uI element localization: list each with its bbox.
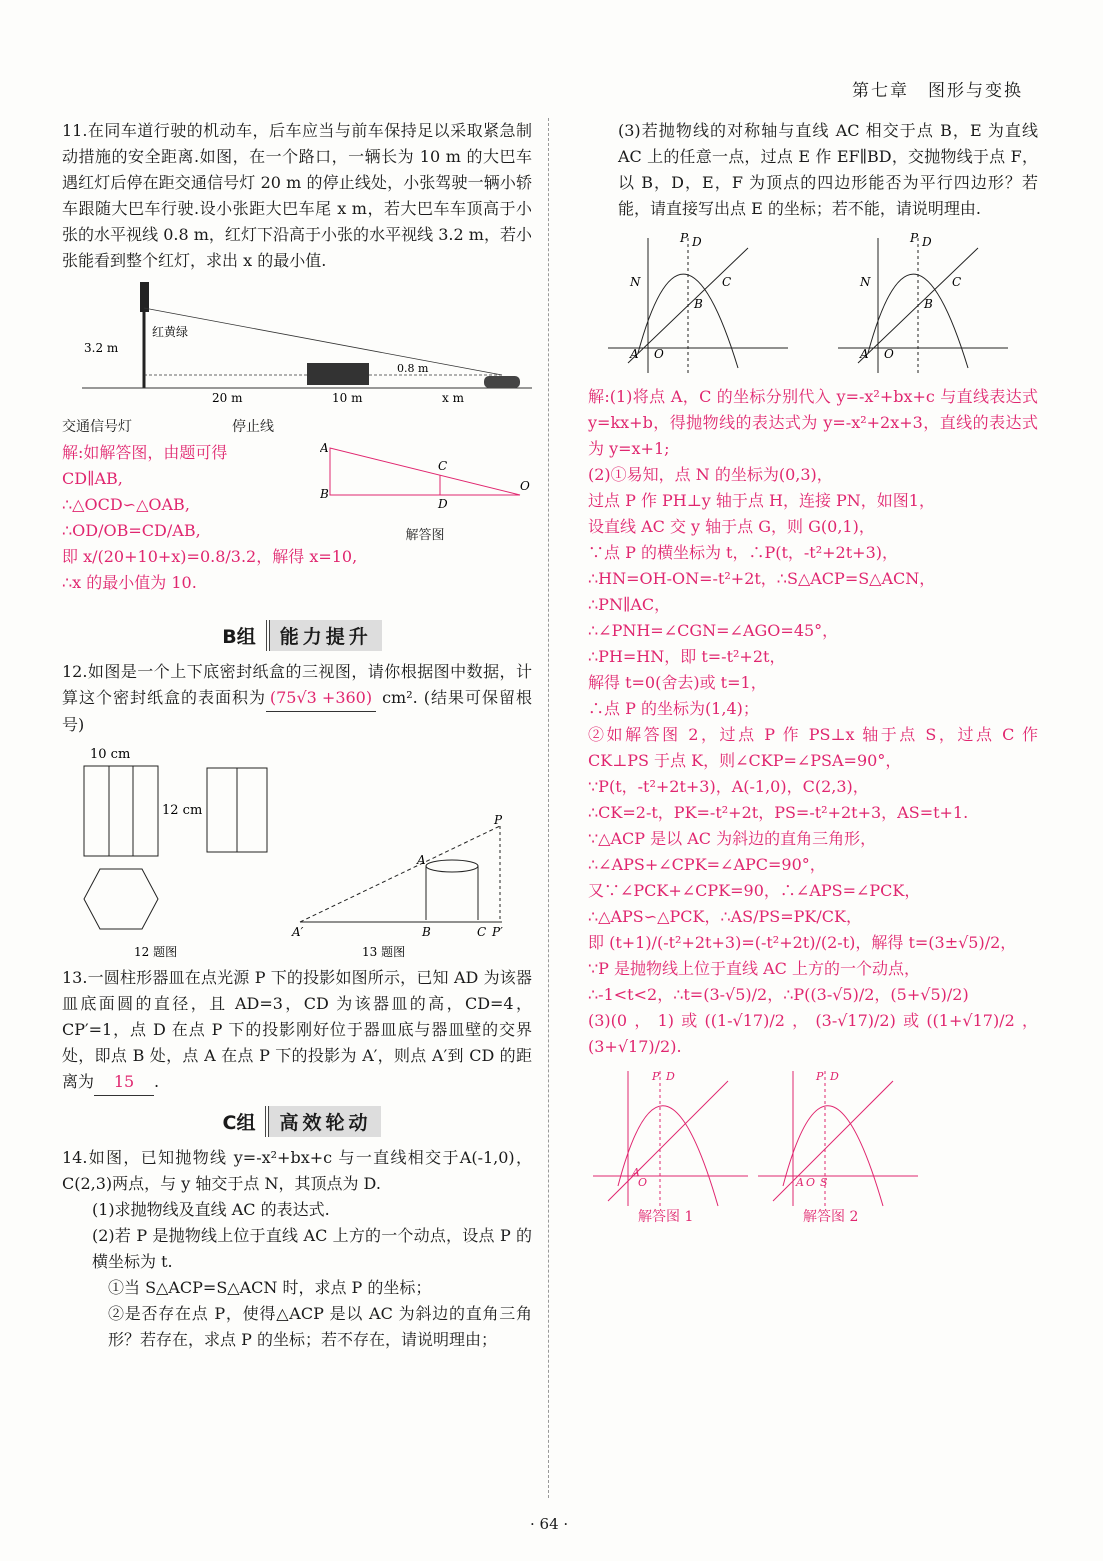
- q14-sol-16: 又∵∠PCK+∠CPK=90，∴∠APS=∠PCK，: [588, 881, 921, 900]
- d08-label: 0.8 m: [397, 362, 429, 375]
- svg-text:B: B: [924, 297, 933, 311]
- q11-sol-4: 即 x/(20+10+x)=0.8/3.2，解得 x=10,: [62, 547, 358, 566]
- q11-answer-figure: [320, 440, 530, 543]
- d10-label: 10 m: [332, 391, 363, 405]
- q14-sol-1: (2)①易知，点 N 的坐标为(0,3)，: [588, 465, 833, 484]
- svg-text:D: D: [666, 1070, 675, 1083]
- q11-sol-5: ∴x 的最小值为 10.: [62, 573, 197, 592]
- page-number: · 64 ·: [530, 1515, 569, 1533]
- q14-sol-21: (3)(0，1)或((1-√17)/2，(3-√17)/2)或((1+√17)/2，(3+√17)/2).: [588, 1011, 1038, 1056]
- q11-sol-2: ∴△OCD∽△OAB,: [62, 495, 190, 514]
- dim-10cm: 10 cm: [90, 747, 131, 762]
- svg-text:S: S: [820, 1176, 828, 1189]
- q12-text: [62, 659, 532, 738]
- svg-text:O: O: [806, 1176, 816, 1189]
- column-divider: [548, 118, 549, 1498]
- q14-sol-9: 解得 t=0(舍去)或 t=1，: [588, 673, 767, 692]
- q14-answer-figures: [588, 1066, 1038, 1226]
- q14-sol-7: ∴∠PNH=∠CGN=∠AGO=45°，: [588, 621, 839, 640]
- q14-sol-0: 解:(1)将点 A，C 的坐标分别代入 y=-x²+bx+c 与直线表达式 y=kx+b，得抛物线的表达式为 y=-x²+2x+3，直线的表达式为 y=x+1;: [588, 387, 1038, 458]
- q11-text: 11.在同车道行驶的机动车，后车应当与前车保持足以采取紧急制动措施的安全距离.如图，在一个路口，一辆长为 10 m 的大巴车遇红灯后停在距交通信号灯 20 m 的停止线处，小张驾驶一辆小轿车跟随大巴车行驶.设小张距大巴车尾 x m，若大巴车车顶高于小张的水平视线 0.8 m，红灯下沿高于小张的水平视线 3.2 m，若小张能看到整个红灯，求出 x 的最小值.: [62, 121, 532, 270]
- svg-text:C: C: [438, 459, 448, 473]
- group-c-label: C组: [213, 1106, 270, 1137]
- svg-text:P: P: [652, 1070, 660, 1083]
- svg-text:O: O: [884, 347, 894, 361]
- answer-caption-2: 解答图 2: [803, 1209, 859, 1225]
- right-column: [588, 118, 1038, 1232]
- q14-sol-2: 过点 P 作 PH⊥y 轴于点 H，连接 PN，如图1，: [588, 491, 935, 510]
- q14-figures: [588, 228, 1038, 378]
- group-c-title: 高效轮动: [269, 1106, 381, 1137]
- q14-sol-3: 设直线 AC 交 y 轴于点 G，则 G(0,1)，: [588, 517, 875, 536]
- q14-sol-5: ∴HN=OH-ON=-t²+2t，∴S△ACP=S△ACN，: [588, 569, 936, 588]
- answer-caption-1: 解答图 1: [638, 1209, 694, 1225]
- q14-sol-11: ②如解答图 2，过点 P 作 PS⊥x 轴于点 S，过点 C 作 CK⊥PS 于点 K，则∠CKP=∠PSA=90°，: [588, 725, 1038, 770]
- svg-text:A: A: [320, 441, 329, 455]
- q14-sol-14: ∵△ACP 是以 AC 为斜边的直角三角形，: [588, 829, 877, 848]
- q12-q13-figures: [62, 744, 532, 959]
- svg-text:D: D: [692, 235, 702, 249]
- q14-sol-8: ∴PH=HN，即 t=-t²+2t，: [588, 647, 786, 666]
- q14-sol-6: ∴PN∥AC，: [588, 595, 671, 614]
- svg-text:O: O: [654, 347, 664, 361]
- stopline-label: 停止线: [232, 419, 274, 435]
- q14-sol-13: ∴CK=2-t，PK=-t²+2t，PS=-t²+2t+3，AS=t+1.: [588, 803, 969, 822]
- svg-text:A: A: [630, 347, 639, 361]
- height-label: 3.2 m: [84, 341, 119, 355]
- q14-line-1: (1)求抛物线及直线 AC 的表达式.: [92, 1200, 330, 1219]
- svg-text:N: N: [630, 275, 641, 289]
- signal-label: 交通信号灯: [62, 419, 132, 435]
- caption-13: 13 题图: [362, 945, 406, 959]
- svg-text:P: P: [816, 1070, 824, 1083]
- q14-line-2: (2)若 P 是抛物线上位于直线 AC 上方的一个动点，设点 P 的横坐标为 t.: [92, 1226, 532, 1271]
- q13-text: 13.一圆柱形器皿在点光源 P 下的投影如图所示，已知 AD 为该器皿底面圆的直径，且 AD=3，CD 为该器皿的高，CD=4，CP′=1，点 D 在点 P 下的投影刚好位于器皿底与器皿壁的交界处，即点 B 处，点 A 在点 P 下的投影为 A′，则点 A′到 CD 的距离为 15 .: [62, 965, 532, 1096]
- dx-label: x m: [442, 391, 464, 405]
- svg-text:N: N: [860, 275, 871, 289]
- q12-tail: cm². (结果可保留根号): [62, 688, 532, 734]
- q14-sol-10: ∴点 P 的坐标为(1,4)；: [588, 699, 759, 718]
- q14-sol-19: ∵P 是抛物线上位于直线 AC 上方的一个动点，: [588, 959, 921, 978]
- svg-text:A: A: [417, 853, 426, 867]
- q14-sol-17: ∴△APS∽△PCK，∴AS/PS=PK/CK，: [588, 907, 862, 926]
- q11-sol-0: 解:如解答图，由题可得: [62, 443, 228, 462]
- svg-text:A: A: [796, 1176, 804, 1189]
- group-c-banner: [62, 1106, 532, 1137]
- group-b-label: B组: [212, 620, 269, 651]
- q14-sol-15: ∴∠APS+∠CPK=∠APC=90°，: [588, 855, 826, 874]
- dim-12cm: 12 cm: [162, 803, 203, 818]
- q11-sol-1: CD∥AB,: [62, 469, 123, 488]
- q14-line-3: ①当 S△ACP=S△ACN 时，求点 P 的坐标；: [108, 1278, 432, 1297]
- q11-sol-3: ∴OD/OB=CD/AB,: [62, 521, 201, 540]
- caption-12: 12 题图: [134, 945, 178, 959]
- q13-answer: 15: [94, 1069, 154, 1096]
- q14-sol-12: ∵P(t，-t²+2t+3)，A(-1,0)，C(2,3)，: [588, 777, 869, 796]
- svg-text:O: O: [638, 1176, 648, 1189]
- svg-text:D: D: [438, 497, 448, 511]
- q14-sol-4: ∵点 P 的横坐标为 t，∴P(t，-t²+2t+3)，: [588, 543, 898, 562]
- svg-text:B: B: [422, 925, 431, 939]
- svg-text:C: C: [477, 925, 487, 939]
- svg-text:C: C: [722, 275, 732, 289]
- light-label: 红黄绿: [152, 325, 189, 339]
- q12-stem: 12.如图是一个上下底密封纸盒的三视图，请你根据图中数据，计算这个密封纸盒的表面积为: [62, 662, 532, 707]
- svg-text:B: B: [320, 487, 329, 501]
- group-b-title: 能力提升: [270, 620, 382, 651]
- svg-text:P: P: [494, 813, 503, 827]
- svg-text:C: C: [952, 275, 962, 289]
- q14-line-4: ②是否存在点 P，使得△ACP 是以 AC 为斜边的直角三角形？若存在，求点 P 的坐标；若不存在，请说明理由；: [108, 1304, 532, 1349]
- svg-text:A: A: [860, 347, 869, 361]
- svg-text:D: D: [922, 235, 932, 249]
- chapter-header: 第七章 图形与变换: [852, 81, 1023, 101]
- group-b-banner: [62, 620, 532, 651]
- q13-stem: 13.一圆柱形器皿在点光源 P 下的投影如图所示，已知 AD 为该器皿底面圆的直径，且 AD=3，CD 为该器皿的高，CD=4，CP′=1，点 D 在点 P 下的投影刚好位于器皿底与器皿壁的交界处，即点 B 处，点 A 在点 P 下的投影为 A′，则点 A′到 CD 的距离为: [62, 968, 532, 1091]
- d20-label: 20 m: [212, 391, 243, 405]
- q14-sol-20: ∴-1<t<2，∴t=(3-√5)/2，∴P((3-√5)/2，(5+√5)/2): [588, 985, 969, 1004]
- q14-sol-18: 即 (t+1)/(-t²+2t+3)=(-t²+2t)/(2-t)，解得 t=(3±√5)/2，: [588, 933, 1017, 952]
- svg-text:A′: A′: [292, 925, 304, 939]
- left-column: [62, 118, 532, 1353]
- svg-text:P: P: [680, 231, 689, 245]
- q14-line-0: 14.如图，已知抛物线 y=-x²+bx+c 与一直线相交于A(-1,0)，C(2,3)两点，与 y 轴交于点 N，其顶点为 D.: [62, 1148, 532, 1193]
- svg-text:O: O: [520, 479, 530, 493]
- q11-answer-caption: 解答图: [405, 528, 445, 543]
- svg-text:A: A: [632, 1166, 640, 1179]
- q12-answer: (75√3 +360): [266, 685, 376, 712]
- svg-text:P′: P′: [492, 925, 503, 939]
- q11-figure: [62, 280, 532, 408]
- svg-text:D: D: [830, 1070, 839, 1083]
- svg-text:P: P: [910, 231, 919, 245]
- q14-line-5: (3)若抛物线的对称轴与直线 AC 相交于点 B，E 为直线 AC 上的任意一点，过点 E 作 EF∥BD，交抛物线于点 F，以 B，D，E，F 为顶点的四边形能否为平行四边形？若能，请直接写出点 E 的坐标；若不能，请说明理由.: [618, 121, 1038, 218]
- svg-text:B: B: [694, 297, 703, 311]
